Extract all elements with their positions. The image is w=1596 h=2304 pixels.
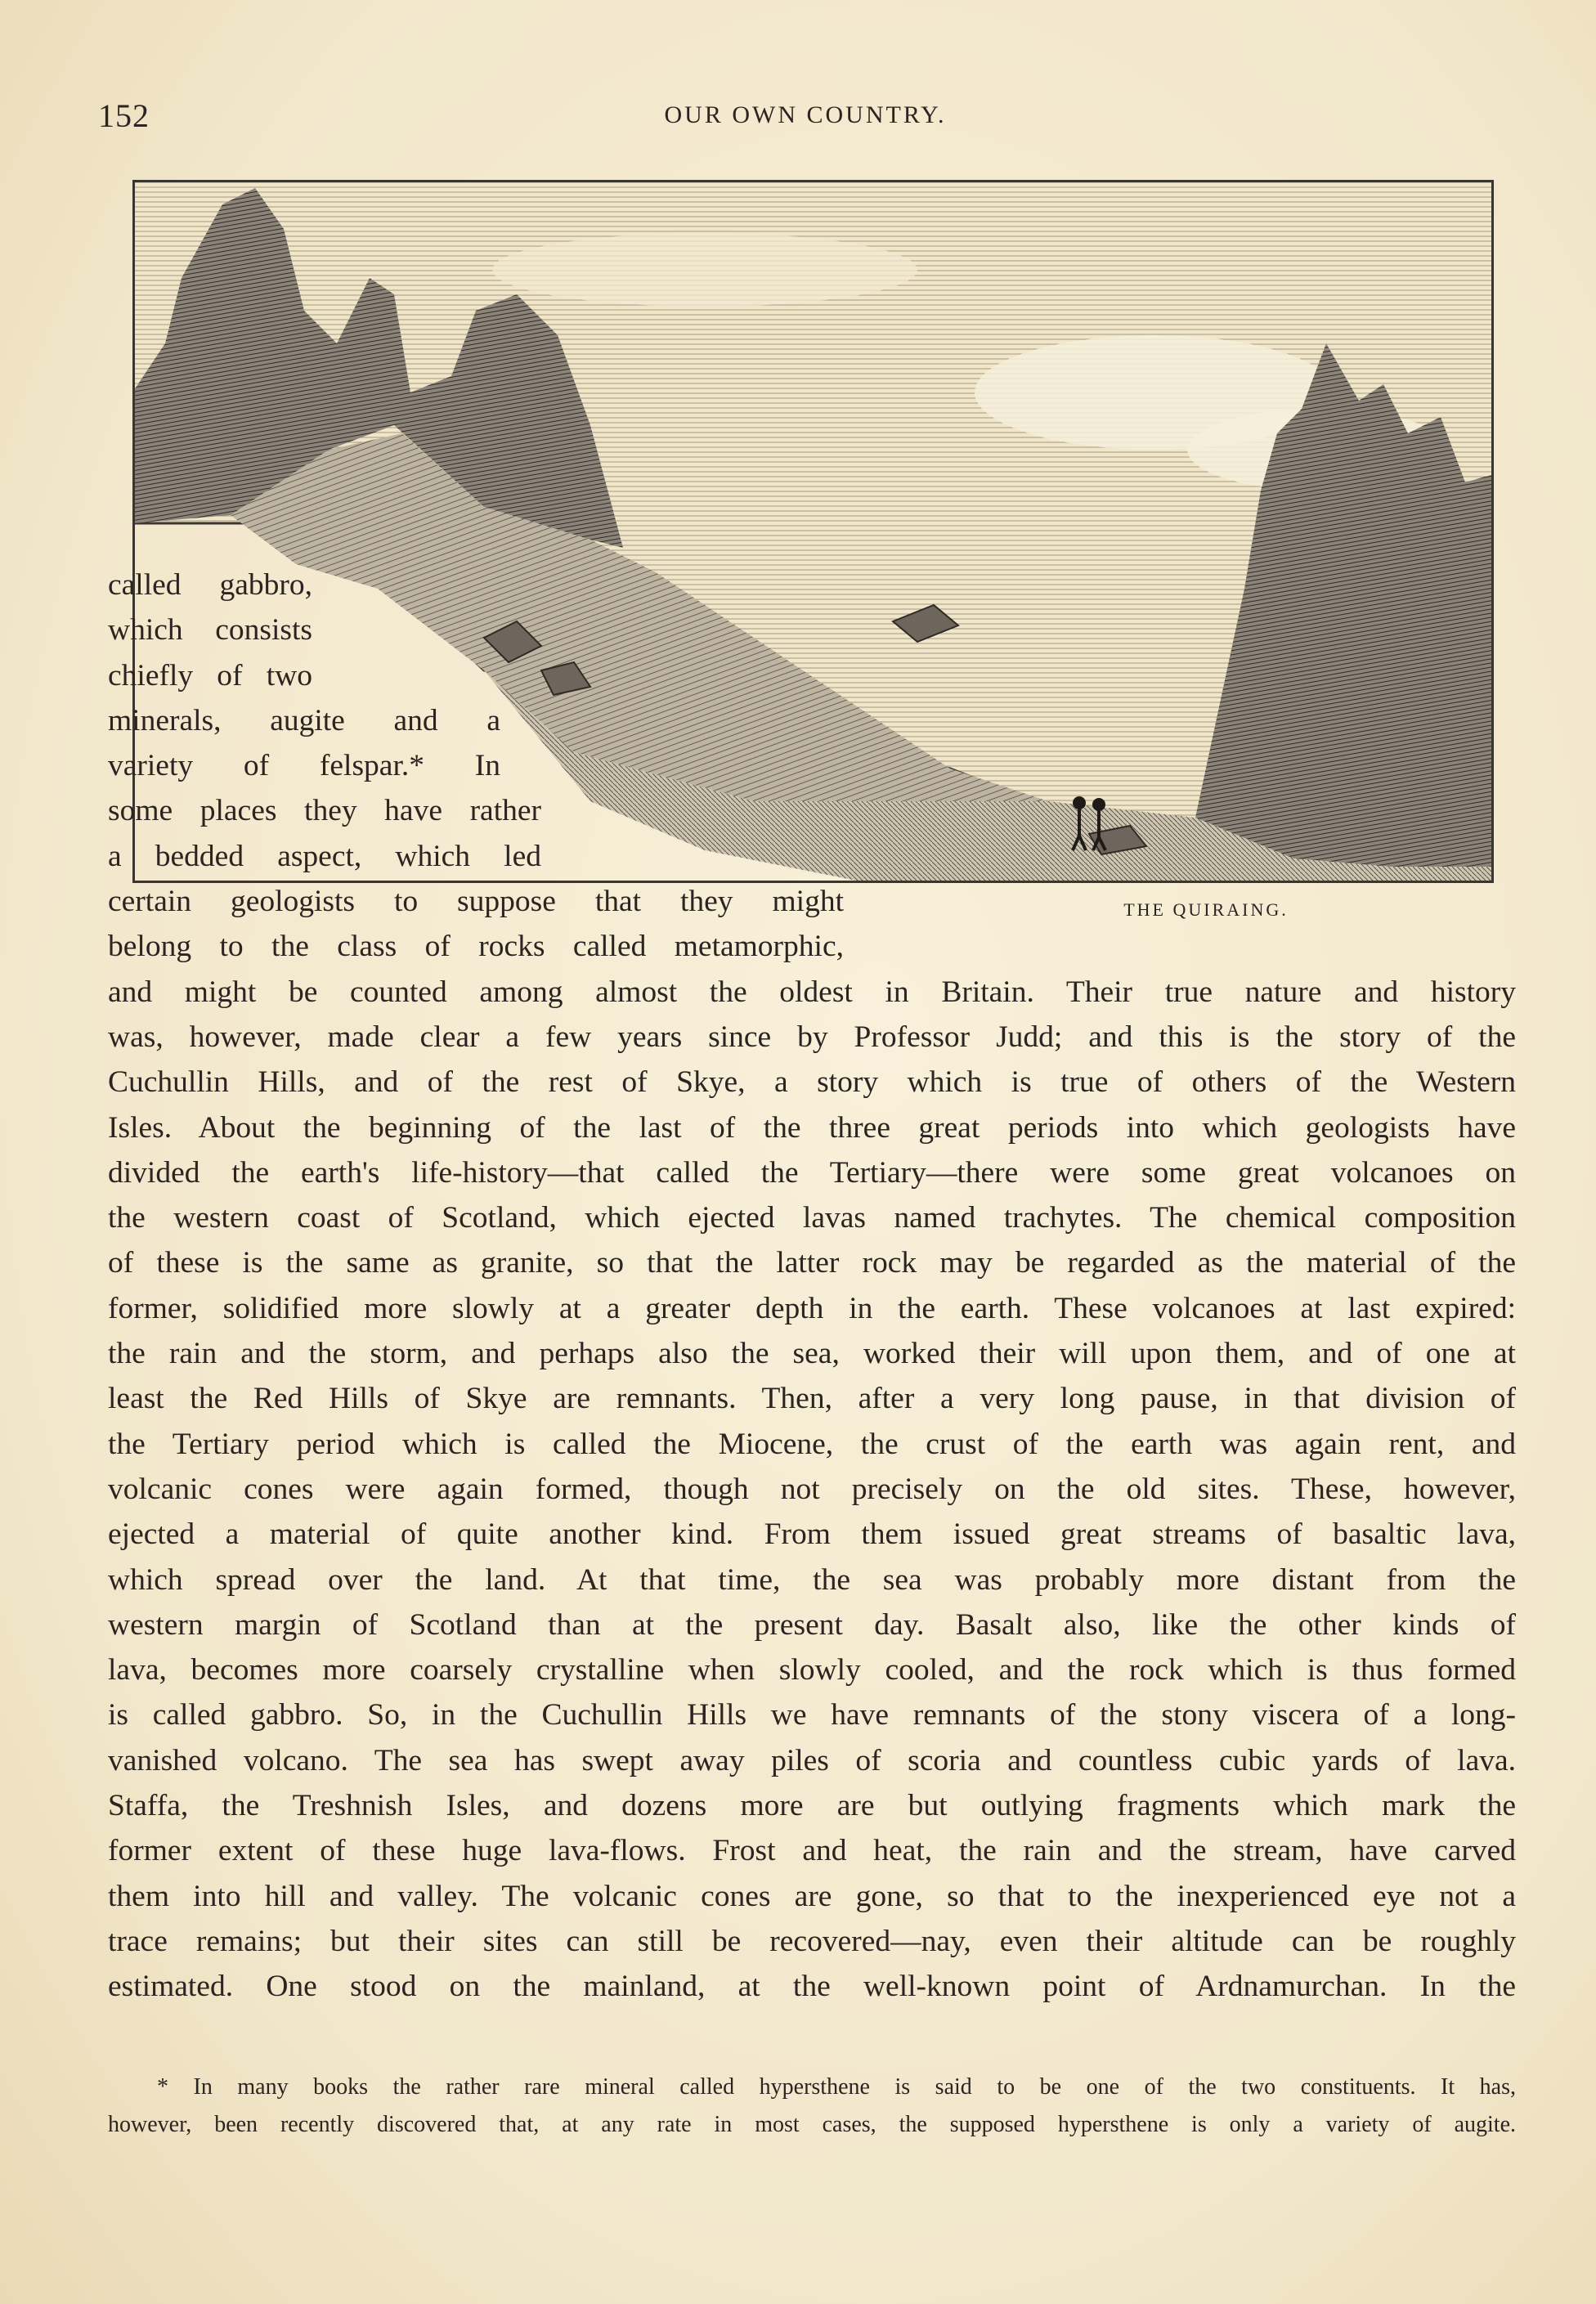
running-title: OUR OWN COUNTRY. <box>664 101 947 128</box>
footnote <box>108 2069 1516 2144</box>
text-line: them into hill and valley. The volcanic cones are gone, so that to the inexperienced eye not a <box>108 1879 1516 1913</box>
text-line: Staffa, the Treshnish Isles, and dozens more are but outlying fragments which mark the <box>108 1789 1516 1823</box>
text-line: was, however, made clear a few years since by Professor Judd; and this is the story of the <box>108 1020 1516 1054</box>
text-line: minerals, augite and a <box>108 703 500 737</box>
text-line: certain geologists to suppose that they might <box>108 885 844 919</box>
text-line: estimated. One stood on the mainland, at the well-known point of Ardnamurchan. In the <box>108 1970 1516 2004</box>
text-line: a bedded aspect, which led <box>108 839 541 873</box>
text-line: western margin of Scotland than at the present day. Basalt also, like the other kinds of <box>108 1607 1516 1642</box>
text-line: variety of felspar.* In <box>108 749 500 783</box>
text-line: belong to the class of rocks called metamorphic, <box>108 930 844 964</box>
body-text <box>108 563 1516 2010</box>
page-number: 152 <box>98 97 150 134</box>
text-line: trace remains; but their sites can still be recovered—nay, even their altitude can be roughly <box>108 1924 1516 1958</box>
text-line: former extent of these huge lava-flows. Frost and heat, the rain and the stream, have carved <box>108 1834 1516 1868</box>
text-line: least the Red Hills of Skye are remnants. Then, after a very long pause, in that division of <box>108 1382 1516 1416</box>
text-line: lava, becomes more coarsely crystalline when slowly cooled, and the rock which is thus formed <box>108 1653 1516 1688</box>
text-line: ejected a material of quite another kind. From them issued great streams of basaltic lava, <box>108 1517 1516 1552</box>
text-line: the Tertiary period which is called the Miocene, the crust of the earth was again rent, and <box>108 1427 1516 1461</box>
footnote-line: * In many books the rather rare mineral called hypersthene is said to be one of the two constituents. It has, <box>157 2074 1516 2100</box>
text-line: some places they have rather <box>108 794 541 828</box>
text-line: the rain and the storm, and perhaps also the sea, worked their will upon them, and of one at <box>108 1337 1516 1371</box>
text-line: is called gabbro. So, in the Cuchullin Hills we have remnants of the stony viscera of a long- <box>108 1698 1516 1732</box>
figure-caption: THE QUIRAING. <box>1123 899 1289 920</box>
text-line: former, solidified more slowly at a greater depth in the earth. These volcanoes at last expired: <box>108 1291 1516 1325</box>
text-line: and might be counted among almost the oldest in Britain. Their true nature and history <box>108 975 1516 1009</box>
text-line: divided the earth's life-history—that called the Tertiary—there were some great volcanoes on <box>108 1155 1516 1190</box>
text-line: called gabbro, <box>108 568 312 602</box>
text-line: which consists <box>108 613 312 648</box>
footnote-line: however, been recently discovered that, at any rate in most cases, the supposed hypersthene is only a variety of augite. <box>108 2112 1516 2137</box>
text-line: Isles. About the beginning of the last of the three great periods into which geologists have <box>108 1110 1516 1145</box>
text-line: vanished volcano. The sea has swept away piles of scoria and countless cubic yards of lava. <box>108 1743 1516 1777</box>
running-head <box>98 96 1513 146</box>
text-line: which spread over the land. At that time, the sea was probably more distant from the <box>108 1562 1516 1597</box>
text-line: the western coast of Scotland, which ejected lavas named trachytes. The chemical composition <box>108 1201 1516 1235</box>
text-line: volcanic cones were again formed, though not precisely on the old sites. These, however, <box>108 1472 1516 1506</box>
text-line: of these is the same as granite, so that the latter rock may be regarded as the material of the <box>108 1246 1516 1280</box>
text-line: Cuchullin Hills, and of the rest of Skye, a story which is true of others of the Western <box>108 1065 1516 1100</box>
text-line: chiefly of two <box>108 658 312 693</box>
